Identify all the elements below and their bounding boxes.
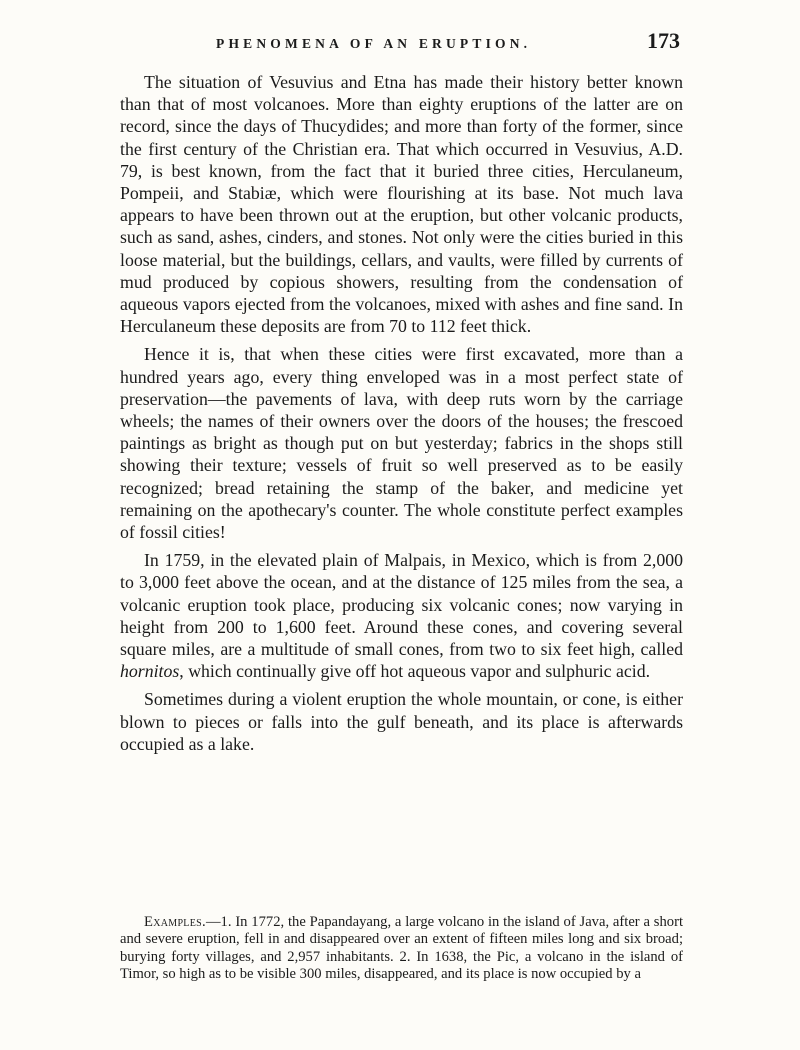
- page-number: 173: [647, 28, 680, 53]
- malpais-text-end: , which continually give off hot aqueous vapor and sulphuric acid.: [179, 661, 651, 682]
- examples-note: [120, 914, 683, 984]
- malpais-text-start: In 1759, in the elevated plain of Malpais, in Mexico, which is from 2,000 to 3,000 feet above the ocean, and at the distance of 125 miles from the sea, a volcanic eruption took place, producing six volcanic cones; now varying in height from 200 to 1,600 feet. Around these cones, and covering several square miles, are a multitude of small cones, from two to six feet high, called: [120, 550, 683, 660]
- examples-paragraph: [120, 914, 683, 984]
- hornitos-term: hornitos: [120, 661, 180, 682]
- examples-label: Examples.: [144, 914, 206, 930]
- examples-text: —1. In 1772, the Papandayang, a large volcano in the island of Java, after a short and severe eruption, fell in and disappeared over an extent of fifteen miles long and six broad; burying forty villages, and 2,957 inhabitants. 2. In 1638, the Pic, a volcano in the island of Timor, so high as to be visible 300 miles, disappeared, and its place is now occupied by a: [120, 914, 683, 983]
- page-header: [120, 28, 680, 58]
- paragraph-vesuvius-etna: The situation of Vesuvius and Etna has made their history better known than that of most volcanoes. More than eighty eruptions of the latter are on record, since the days of Thucydides; and more than forty of the former, since the first century of the Christian era. That which occurred in Vesuvius, A.D. 79, is best known, from the fact that it buried three cities, Herculaneum, Pompeii, and Stabiæ, which were flourishing at its base. Not much lava appears to have been thrown out at the eruption, but other volcanic products, such as sand, ashes, cinders, and stones. Not only were the cities buried in this loose material, but the buildings, cellars, and vaults, were filled by currents of mud produced by copious showers, resulting from the condensation of aqueous vapors ejected from the volcanoes, mixed with ashes and fine sand. In Herculaneum these deposits are from 70 to 112 feet thick.: [120, 72, 683, 337]
- paragraph-lake: Sometimes during a violent eruption the whole mountain, or cone, is either blown to pieces or falls into the gulf beneath, and its place is afterwards occupied as a lake.: [120, 689, 683, 754]
- paragraph-excavated-cities: Hence it is, that when these cities were first excavated, more than a hundred years ago, every thing enveloped was in a most perfect state of preservation—the pavements of lava, with deep ruts worn by the carriage wheels; the names of their owners over the doors of the houses; the frescoed paintings as bright as though put on but yesterday; fabrics in the shops still showing their texture; vessels of fruit so well preserved as to be easily recognized; bread retaining the stamp of the baker, and medicine yet remaining on the apothecary's counter. The whole constitute perfect examples of fossil cities!: [120, 344, 683, 543]
- body-text: [120, 71, 683, 755]
- running-head: PHENOMENA OF AN ERUPTION.: [216, 36, 532, 51]
- paragraph-malpais: [120, 549, 683, 682]
